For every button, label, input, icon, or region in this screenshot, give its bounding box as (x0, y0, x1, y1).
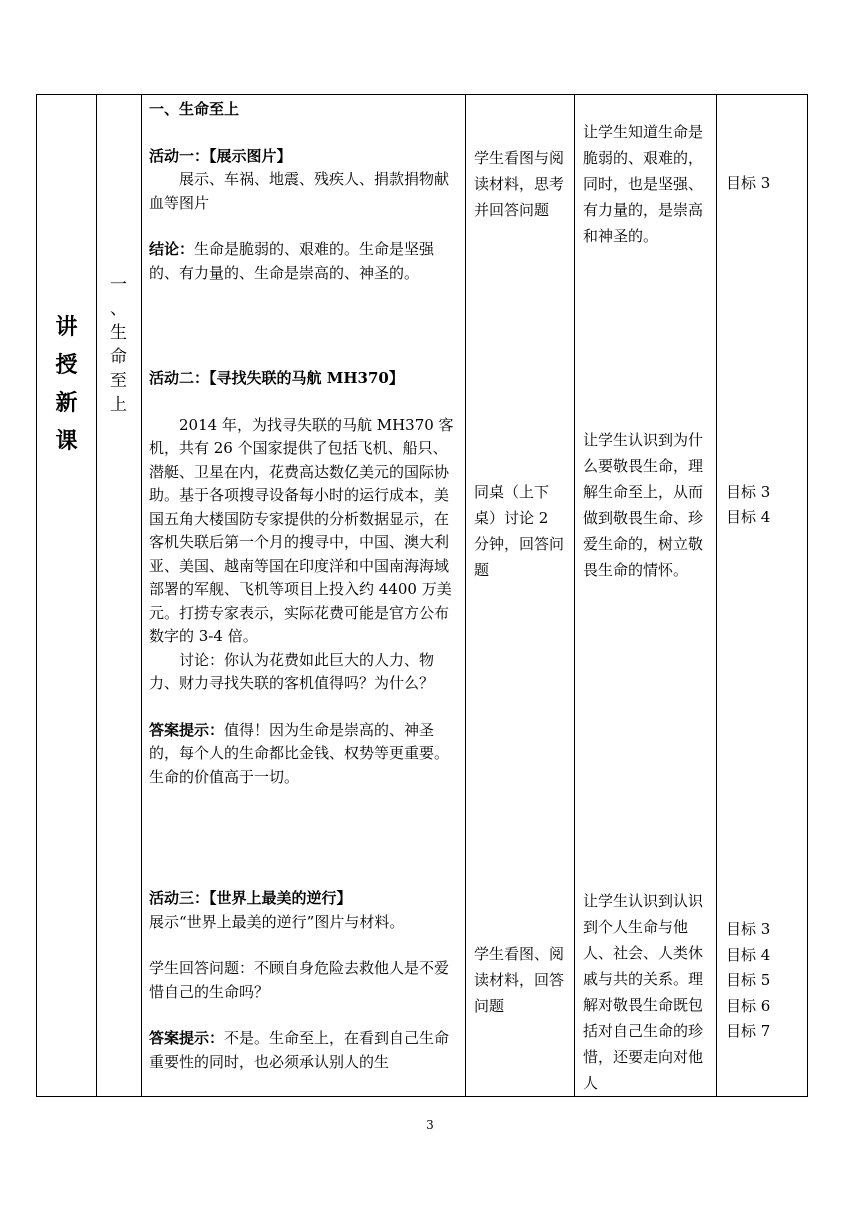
content-block-2 (149, 367, 461, 789)
goals-2 (726, 480, 806, 530)
goal-item: 目标 4 (726, 945, 771, 964)
section-char: 课 (55, 428, 78, 454)
content-heading: 一、生命至上 (149, 100, 240, 118)
subsection-char: 命 (110, 347, 127, 367)
goal-item: 目标 3 (726, 174, 771, 192)
design-intent-3: 让学生认识到认识到个人生命与他人、社会、人类休戚与共的关系。理解对敬畏生命既包括对自己生命的珍惜，还要走向对他人 (583, 892, 704, 1092)
column-divider (716, 95, 717, 1096)
answer-label: 答案提示： (149, 720, 225, 739)
content-block-1 (149, 98, 461, 285)
answer-text: 不是。生命至上，在看到自己生命重要性的同时，也必须承认别人的生 (149, 1029, 450, 1071)
question-text: 学生回答问题：不顾自身危险去救他人是不爱惜自己的生命吗？ (149, 959, 450, 1001)
goals-3 (726, 917, 806, 1045)
column-divider (96, 95, 97, 1096)
activity-label: 活动三： (149, 889, 210, 907)
activity-label: 活动一： (149, 146, 210, 165)
goals-1 (726, 171, 806, 196)
section-char: 授 (55, 352, 78, 378)
column-divider (141, 95, 142, 1096)
subsection-char: 、 (110, 299, 127, 319)
goal-item: 目标 7 (726, 1022, 771, 1040)
design-intent-1: 让学生知道生命是脆弱的、艰难的，同时，也是坚强、有力量的，是崇高和神圣的。 (583, 123, 704, 245)
subsection-char: 至 (110, 371, 127, 391)
student-activity-3: 学生看图、阅读材料，回答问题 (474, 945, 565, 1015)
conclusion-label: 结论： (149, 240, 195, 258)
section-char: 讲 (55, 314, 78, 340)
answer-label: 答案提示： (149, 1029, 225, 1047)
content-block-3 (149, 887, 461, 1074)
goal-item: 目标 3 (726, 920, 771, 938)
activity-title: 【寻找失联的马航 MH370】 (209, 369, 404, 387)
subsection-label (96, 273, 141, 417)
activity-body: 2014 年，为找寻失联的马航 MH370 客机，共有 26 个国家提供了包括飞机、船只、潜艇、卫星在内，花费高达数亿美元的国际协助。基于各项搜寻设备每小时的运行成本，美国五角大楼国防专家提供的分析数据显示，在客机失联后第一个月的搜寻中，中国、澳大利亚、美国、越南等国在印度洋和中国南海海域部署的军舰、飞机等项目上投入约 4400 万美元。打捞专家表示，实际花费可能是官方公布数字的 3-4 倍。 (149, 415, 454, 645)
section-label (37, 308, 96, 460)
student-activity-2: 同桌（上下桌）讨论 2 分钟，回答问题 (474, 483, 565, 579)
answer-text: 值得！因为生命是崇高的、神圣的，每个人的生命都比金钱、权势等更重要。生命的价值高于一切。 (149, 720, 450, 786)
goal-item: 目标 6 (726, 996, 771, 1015)
activity-body: 展示“世界上最美的逆行”图片与材料。 (149, 912, 405, 931)
subsection-char: 上 (110, 395, 127, 415)
discussion-text: 讨论：你认为花费如此巨大的人力、物力、财力寻找失联的客机值得吗？为什么？ (149, 650, 435, 692)
page-number: 3 (426, 1118, 434, 1132)
subsection-char: 一 (110, 275, 127, 295)
column-divider (465, 95, 466, 1096)
goal-item: 目标 3 (726, 483, 771, 501)
goal-item: 目标 5 (726, 971, 771, 989)
lesson-table (36, 94, 808, 1097)
design-intent-2: 让学生认识到为什么要敬畏生命，理解生命至上，从而做到敬畏生命、珍爱生命的，树立敬畏生命的情怀。 (583, 431, 704, 579)
goal-item: 目标 4 (726, 508, 771, 526)
activity-label: 活动二： (149, 369, 210, 387)
activity-title: 【世界上最美的逆行】 (209, 889, 352, 907)
activity-body: 展示、车祸、地震、残疾人、捐款捐物献血等图片 (149, 170, 450, 212)
subsection-char: 生 (110, 323, 127, 343)
student-activity-1: 学生看图与阅读材料，思考并回答问题 (474, 149, 565, 219)
activity-title: 【展示图片】 (209, 146, 292, 165)
conclusion-text: 生命是脆弱的、艰难的。生命是坚强的、有力量的、生命是崇高的、神圣的。 (149, 240, 435, 282)
column-divider (574, 95, 575, 1096)
section-char: 新 (55, 390, 78, 416)
